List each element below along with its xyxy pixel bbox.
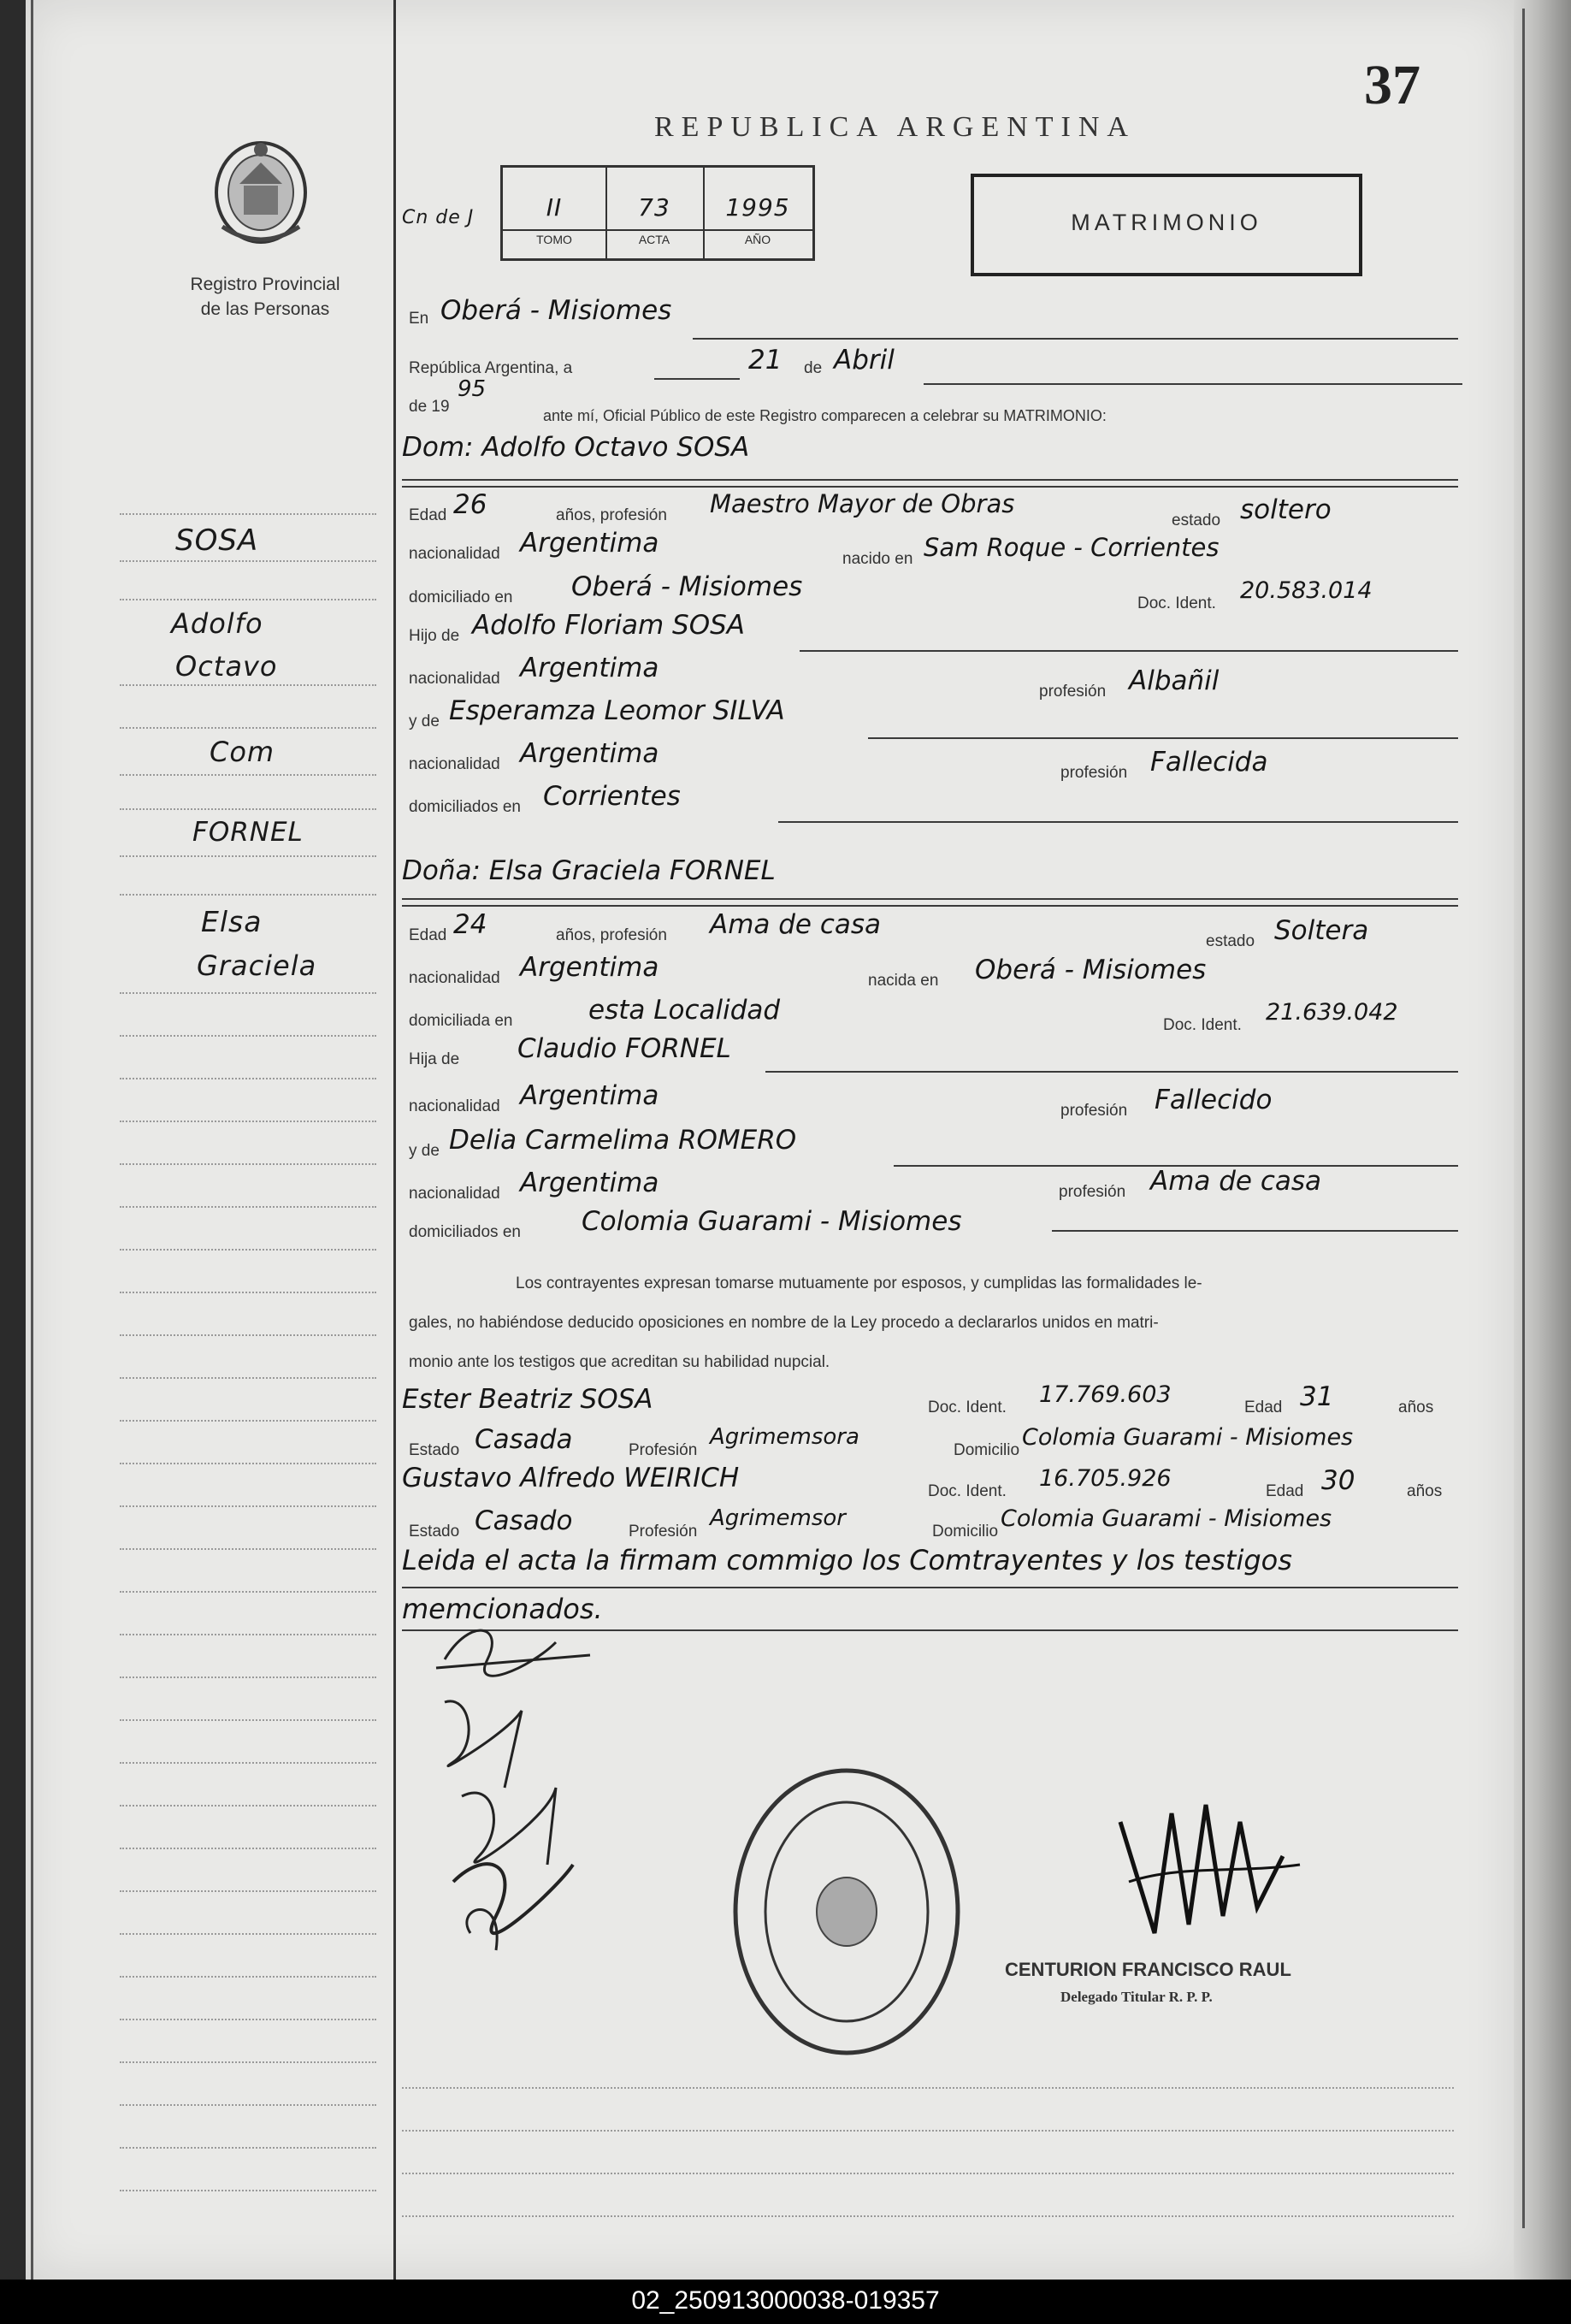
groom-estado: soltero <box>1240 494 1332 525</box>
groom-profession: Maestro Mayor de Obras <box>710 489 1015 518</box>
witness-2-edad-label: Edad <box>1266 1482 1304 1500</box>
declaration-line-3: monio ante los testigos que acreditan su habilidad nupcial. <box>409 1353 830 1371</box>
bride-prof-label: años, profesión <box>556 926 667 944</box>
bride-estado-label: estado <box>1206 932 1255 950</box>
acta-value: 73 <box>638 193 670 222</box>
witness-1-doc-label: Doc. Ident. <box>928 1399 1007 1416</box>
margin-rule <box>120 1890 376 1892</box>
margin-rule <box>120 1848 376 1849</box>
groom-nationality: Argentima <box>520 528 659 559</box>
signatures <box>402 1608 676 1967</box>
margin-rule <box>120 2061 376 2063</box>
margin-rule <box>120 894 376 896</box>
groom-father-label: Hijo de <box>409 627 460 645</box>
document-page <box>26 0 1514 2280</box>
groom-father-prof-label: profesión <box>1039 683 1107 701</box>
witness-1-prof-label: Profesión <box>629 1441 698 1459</box>
bride-mother-prof-label: profesión <box>1059 1183 1126 1201</box>
lower-rule <box>402 2173 1454 2174</box>
margin-rule <box>120 2147 376 2149</box>
bride-mother-prof: Ama de casa <box>1150 1166 1322 1197</box>
en-label: En <box>409 310 429 328</box>
bride-mother-label: y de <box>409 1142 440 1160</box>
groom-edad-label: Edad <box>409 506 447 524</box>
declaration-line-1: Los contrayentes expresan tomarse mutuamente por esposos, y cumplidas las formalidades le- <box>516 1274 1202 1292</box>
lower-rule <box>402 2130 1454 2132</box>
groom-mother: Esperamza Leomor SILVA <box>449 695 785 726</box>
margin-rule <box>120 1548 376 1550</box>
margin-rule <box>120 2190 376 2191</box>
bride-doc: 21.639.042 <box>1266 999 1398 1026</box>
witness-1-estado: Casada <box>475 1424 573 1455</box>
margin-rule <box>120 560 376 562</box>
groom-nacido-label: nacido en <box>842 550 913 568</box>
groom-domicile: Oberá - Misiomes <box>571 571 803 602</box>
witness-1-profession: Agrimemsora <box>710 1424 859 1450</box>
groom-father: Adolfo Floriam SOSA <box>472 610 745 641</box>
margin-rule <box>120 992 376 994</box>
groom-nac-label: nacionalidad <box>409 545 500 563</box>
tomo-value: II <box>546 193 563 222</box>
lower-rule <box>402 2215 1454 2217</box>
groom-mother-label: y de <box>409 713 440 730</box>
bride-edad-label: Edad <box>409 926 447 944</box>
margin-rule <box>120 1121 376 1122</box>
margin-rule <box>120 1377 376 1379</box>
margin-rule <box>120 727 376 729</box>
margin-rule <box>120 1292 376 1293</box>
margin-rule <box>120 2019 376 2020</box>
bride-mother-nat-label: nacionalidad <box>409 1185 500 1203</box>
coat-of-arms-seal <box>205 133 316 252</box>
lower-rule <box>402 2087 1454 2089</box>
official-stamp <box>718 1753 975 2070</box>
country-header: REPUBLICA ARGENTINA <box>654 111 1136 143</box>
bride-nacida-label: nacida en <box>868 972 939 990</box>
act-prefix: Cn de J <box>402 207 475 228</box>
margin-rule <box>120 1933 376 1935</box>
place-value: Oberá - Misiomes <box>440 295 672 326</box>
bride-father-nat: Argentima <box>520 1080 659 1111</box>
bride-father-prof: Fallecido <box>1155 1085 1273 1115</box>
rule <box>402 1587 1458 1588</box>
witness-1-age: 31 <box>1300 1381 1334 1412</box>
groom-dom-label: domiciliado en <box>409 588 513 606</box>
closing-line-2: memcionados. <box>402 1593 603 1625</box>
groom-parents-dom-label: domiciliados en <box>409 798 521 816</box>
witness-2-estado-label: Estado <box>409 1523 460 1540</box>
margin-rule <box>120 1719 376 1721</box>
witness-1-estado-label: Estado <box>409 1441 460 1459</box>
scan-footer <box>0 2280 1571 2324</box>
margin-rule <box>120 1505 376 1507</box>
groom-mother-nat: Argentima <box>520 738 659 769</box>
rule <box>800 650 1458 652</box>
rule <box>402 905 1458 907</box>
witness-1-dom-label: Domicilio <box>954 1441 1020 1459</box>
groom-prof-label: años, profesión <box>556 506 667 524</box>
margin-rule <box>120 1634 376 1635</box>
registry-line-1: Registro Provincial <box>190 275 340 294</box>
groom-birthplace: Sam Roque - Corrientes <box>924 533 1220 562</box>
witness-1-doc: 17.769.603 <box>1039 1381 1172 1408</box>
margin-rule <box>120 1676 376 1678</box>
witness-1-anos-label: años <box>1398 1399 1434 1416</box>
bride-nationality: Argentima <box>520 952 659 983</box>
margin-rule <box>120 1163 376 1165</box>
margin-groom-surname: SOSA <box>175 523 259 558</box>
rule <box>654 378 740 380</box>
margin-bride-given-1: Elsa <box>201 905 263 938</box>
groom-doc-label: Doc. Ident. <box>1137 594 1216 612</box>
margin-rule <box>120 684 376 686</box>
scan-id: 02_250913000038-019357 <box>631 2286 940 2315</box>
de-label: de <box>804 359 823 377</box>
groom-name: Dom: Adolfo Octavo SOSA <box>402 432 750 463</box>
margin-rule <box>120 1762 376 1764</box>
bride-profession: Ama de casa <box>710 909 882 940</box>
act-type-box <box>971 174 1362 276</box>
rule <box>924 383 1462 385</box>
rule <box>402 898 1458 900</box>
month-value: Abril <box>834 345 895 376</box>
witness-2-dom-label: Domicilio <box>932 1523 999 1540</box>
rule <box>765 1071 1458 1073</box>
bride-father-prof-label: profesión <box>1060 1102 1128 1120</box>
margin-divider <box>393 0 396 2280</box>
bride-estado: Soltera <box>1274 915 1369 946</box>
witness-2-prof-label: Profesión <box>629 1523 698 1540</box>
rule <box>402 486 1458 488</box>
declaration-text <box>409 1264 1461 1382</box>
act-type: MATRIMONIO <box>1071 210 1262 235</box>
rep-label: República Argentina, a <box>409 359 573 377</box>
witness-2-doc: 16.705.926 <box>1039 1465 1172 1492</box>
bride-domicile: esta Localidad <box>588 995 781 1026</box>
margin-rule <box>120 599 376 600</box>
rule <box>778 821 1458 823</box>
day-value: 21 <box>748 345 783 376</box>
witness-1-edad-label: Edad <box>1244 1399 1283 1416</box>
bride-mother: Delia Carmelima ROMERO <box>449 1125 797 1156</box>
bride-nac-label: nacionalidad <box>409 969 500 987</box>
ano-value: 1995 <box>725 193 790 222</box>
witness-2-domicile: Colomia Guarami - Misiomes <box>1001 1505 1332 1532</box>
margin-rule <box>120 1035 376 1037</box>
margin-rule <box>120 1591 376 1593</box>
witness-2-doc-label: Doc. Ident. <box>928 1482 1007 1500</box>
margin-rule <box>120 1078 376 1079</box>
groom-father-nat: Argentima <box>520 653 659 683</box>
bride-parents-dom: Colomia Guarami - Misiomes <box>582 1206 962 1237</box>
bride-father: Claudio FORNEL <box>517 1033 731 1064</box>
register-id-box <box>500 165 815 261</box>
registry-name <box>137 272 393 322</box>
margin-rule <box>120 1420 376 1422</box>
acta-label: ACTA <box>638 233 670 246</box>
ante-text: ante mí, Oficial Público de este Registro comparecen a celebrar su MATRIMONIO: <box>543 407 1107 424</box>
rule <box>402 479 1458 481</box>
margin-rule <box>120 1334 376 1336</box>
bride-doc-label: Doc. Ident. <box>1163 1016 1242 1034</box>
groom-mother-prof-label: profesión <box>1060 764 1128 782</box>
margin-rule <box>120 513 376 515</box>
witness-2-anos-label: años <box>1407 1482 1443 1500</box>
margin-rule <box>120 808 376 810</box>
officer-title: Delegado Titular R. P. P. <box>1060 1989 1213 2005</box>
bride-name: Doña: Elsa Graciela FORNEL <box>402 855 776 886</box>
margin-groom-given-2: Octavo <box>175 650 278 683</box>
witness-2-profession: Agrimemsor <box>710 1505 846 1531</box>
declaration-line-2: gales, no habiéndose deducido oposiciones en nombre de la Ley procedo a declararlos unidos en matri- <box>409 1314 1159 1332</box>
margin-column <box>26 0 398 2280</box>
margin-rule <box>120 1249 376 1251</box>
officer-name: CENTURION FRANCISCO RAUL <box>1005 1959 1291 1980</box>
page-edge <box>1514 0 1571 2280</box>
groom-father-nat-label: nacionalidad <box>409 670 500 688</box>
margin-rule <box>120 1976 376 1978</box>
tomo-label: TOMO <box>536 233 572 246</box>
margin-rule <box>120 1805 376 1807</box>
groom-doc: 20.583.014 <box>1240 577 1373 604</box>
closing-line-1: Leida el acta la firmam commigo los Comtrayentes y los testigos <box>402 1544 1292 1576</box>
bride-age: 24 <box>453 909 487 940</box>
groom-age: 26 <box>453 489 487 520</box>
bride-mother-nat: Argentima <box>520 1168 659 1198</box>
rule <box>693 338 1458 340</box>
margin-rule <box>120 1463 376 1464</box>
registry-line-2: de las Personas <box>200 299 330 319</box>
groom-mother-prof: Fallecida <box>1150 747 1268 778</box>
margin-rule <box>120 855 376 857</box>
groom-father-prof: Albañil <box>1129 665 1220 696</box>
binding-edge <box>31 0 33 2280</box>
officer-signature <box>1103 1779 1326 1967</box>
de-year-label: de 19 <box>409 398 450 416</box>
groom-parents-dom: Corrientes <box>543 781 681 812</box>
bride-birthplace: Oberá - Misiomes <box>975 955 1207 985</box>
bride-dom-label: domiciliada en <box>409 1012 513 1030</box>
witness-2-estado: Casado <box>475 1505 573 1536</box>
witness-2-name: Gustavo Alfredo WEIRICH <box>402 1463 740 1493</box>
margin-rule <box>120 2104 376 2106</box>
margin-rule <box>120 1206 376 1208</box>
bride-father-nat-label: nacionalidad <box>409 1097 500 1115</box>
rule <box>868 737 1458 739</box>
groom-estado-label: estado <box>1172 512 1221 529</box>
margin-groom-given-1: Adolfo <box>171 607 263 640</box>
year-suffix: 95 <box>458 376 487 402</box>
rule <box>1052 1230 1458 1232</box>
margin-conjunction: Com <box>210 736 275 768</box>
ano-label: AÑO <box>744 233 771 246</box>
bride-father-label: Hija de <box>409 1050 460 1068</box>
witness-1-name: Ester Beatriz SOSA <box>402 1384 653 1415</box>
witness-2-age: 30 <box>1321 1465 1355 1496</box>
bride-parents-dom-label: domiciliados en <box>409 1223 521 1241</box>
groom-mother-nat-label: nacionalidad <box>409 755 500 773</box>
margin-rule <box>120 774 376 776</box>
page-number: 37 <box>1364 54 1420 116</box>
margin-bride-surname: FORNEL <box>192 817 304 848</box>
witness-1-domicile: Colomia Guarami - Misiomes <box>1022 1424 1354 1451</box>
margin-bride-given-2: Graciela <box>197 949 317 982</box>
